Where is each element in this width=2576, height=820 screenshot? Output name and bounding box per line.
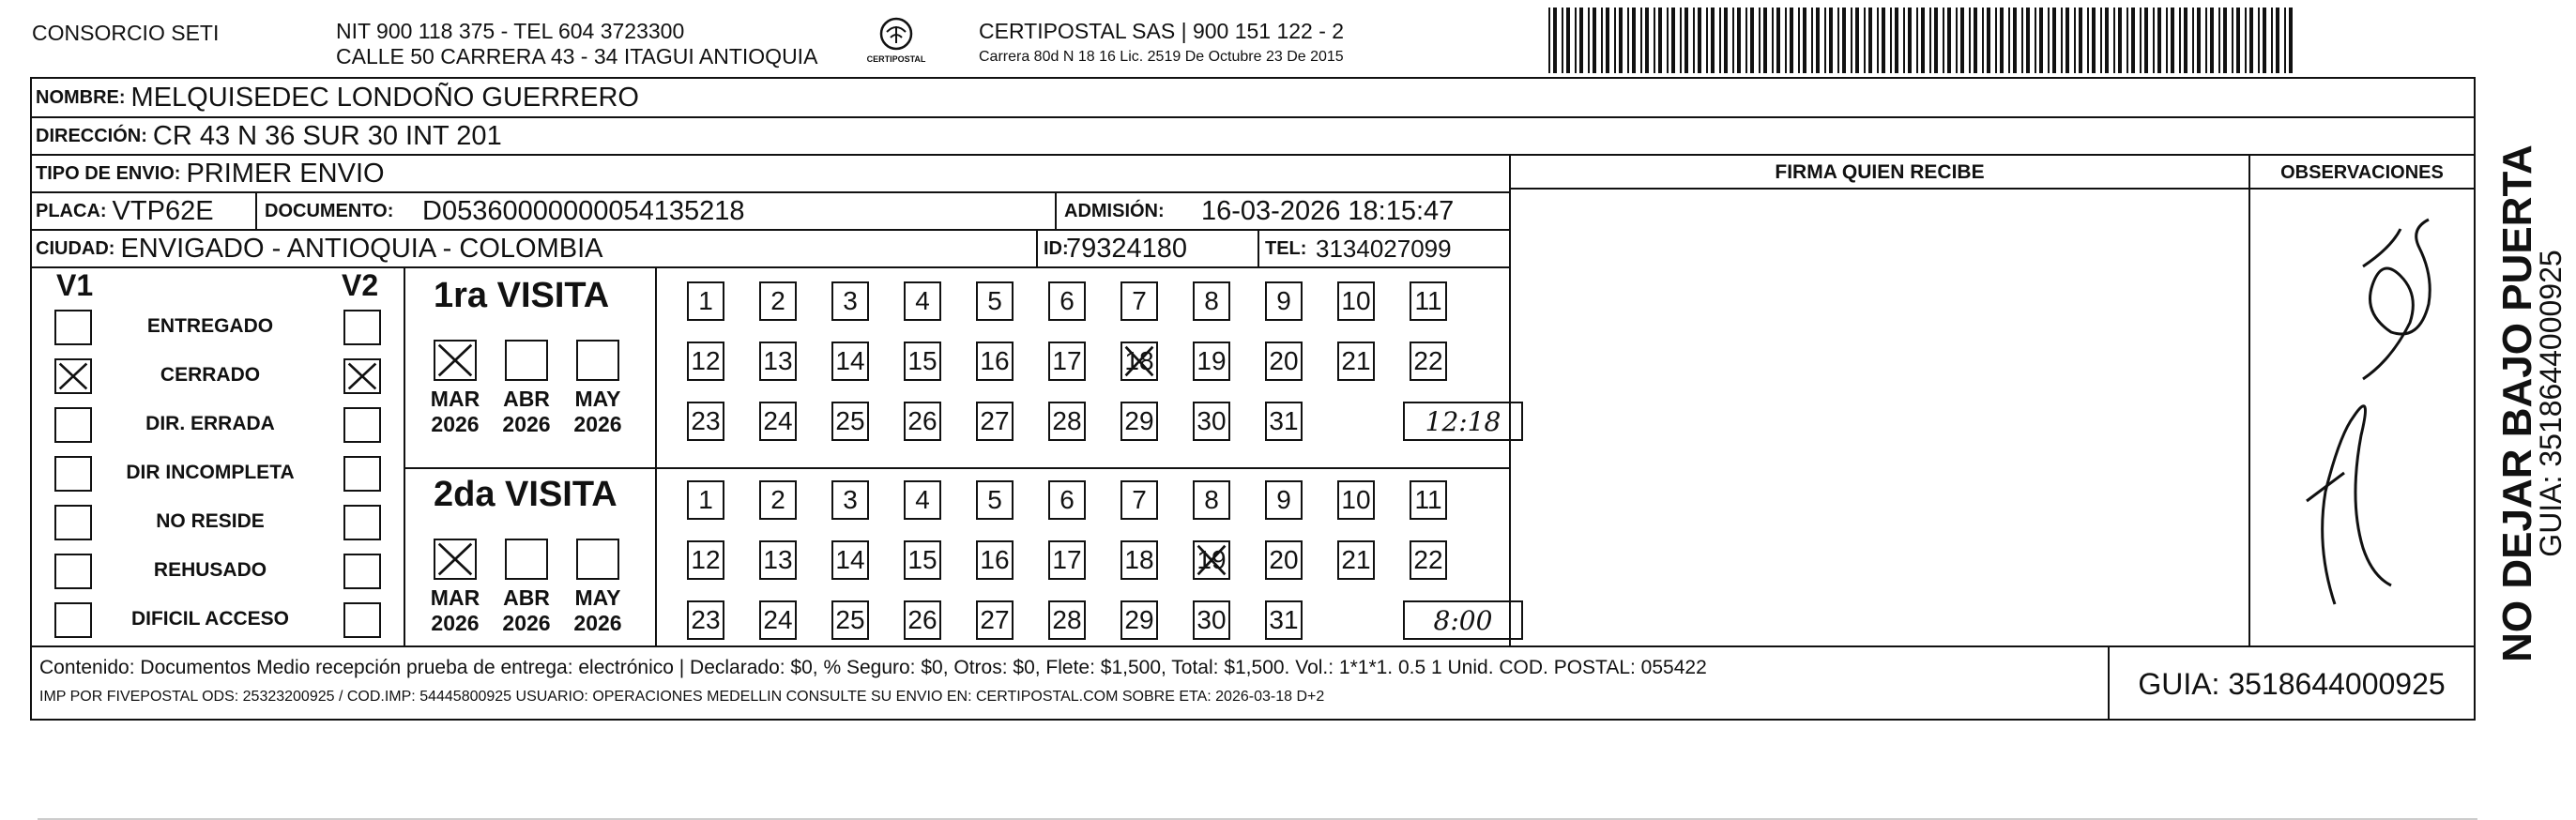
barcode-bar [1969, 8, 1971, 73]
barcode-bar [2263, 8, 2266, 73]
barcode-bar [2157, 8, 2161, 73]
day-checkbox[interactable]: 10 [1337, 281, 1375, 321]
barcode-bar [2000, 8, 2004, 73]
day-checkbox[interactable]: 31 [1265, 402, 1303, 441]
day-checkbox[interactable]: 23 [687, 402, 724, 441]
visit-vertical-divider [655, 268, 657, 647]
barcode-bar [1601, 8, 1603, 73]
month-label [565, 387, 631, 437]
day-checkbox[interactable]: 18 [1120, 342, 1158, 381]
guia-box [2108, 647, 2474, 721]
tel-value: 3134027099 [1316, 234, 1452, 263]
barcode-bar [1960, 8, 1964, 73]
barcode-bar [2223, 8, 2227, 73]
barcode-bar [2245, 8, 2247, 73]
day-checkbox[interactable]: 28 [1048, 600, 1086, 640]
barcode-bar [1995, 8, 1997, 73]
tipo-value: PRIMER ENVIO [186, 158, 385, 189]
month-year: 2026 [502, 611, 551, 635]
logo-text: CERTIPOSTAL [866, 54, 926, 64]
barcode-bar [1908, 8, 1912, 73]
barcode-bar [2131, 8, 2135, 73]
observaciones-header: OBSERVACIONES [2250, 156, 2474, 190]
barcode-bar [1916, 8, 1918, 73]
barcode-bar [2079, 8, 2082, 73]
day-checkbox[interactable]: 17 [1048, 342, 1086, 381]
visit-title: 2da VISITA [434, 475, 617, 514]
day-checkbox[interactable]: 15 [904, 342, 941, 381]
divider [255, 193, 257, 229]
barcode-bar [1706, 8, 1708, 73]
barcode-bar [2179, 8, 2181, 73]
footer [32, 645, 2474, 719]
v2-checkbox[interactable] [343, 310, 381, 345]
day-checkbox[interactable]: 24 [759, 402, 797, 441]
barcode-bar [1824, 8, 1826, 73]
month-checkbox[interactable] [576, 340, 619, 381]
barcode-bar [1982, 8, 1984, 73]
barcode-bar [1842, 8, 1846, 73]
barcode-bar [2061, 8, 2063, 73]
barcode-bar [1588, 8, 1590, 73]
v2-label: V2 [342, 268, 379, 302]
time-field[interactable]: 12:18 [1403, 402, 1523, 441]
day-checkbox[interactable]: 28 [1048, 402, 1086, 441]
barcode-bar [1732, 8, 1734, 73]
barcode-bar [1776, 8, 1780, 73]
barcode-bar [2021, 8, 2023, 73]
barcode-bar [1658, 8, 1662, 73]
firma-header: FIRMA QUIEN RECIBE [1511, 156, 2248, 190]
barcode-bar [1606, 8, 1609, 73]
day-checkbox[interactable]: 25 [831, 402, 869, 441]
month-label [494, 387, 559, 437]
barcode-bar [1698, 8, 1701, 73]
barcode-bar [2289, 8, 2293, 73]
form-frame [30, 77, 2476, 721]
tipo-label: TIPO DE ENVIO: [36, 162, 181, 184]
divider [1258, 231, 1259, 266]
barcode-bar [2166, 8, 2168, 73]
nombre-label: NOMBRE: [36, 86, 126, 108]
day-checkbox[interactable]: 31 [1265, 600, 1303, 640]
barcode-bar [2035, 8, 2036, 73]
nit-line: NIT 900 118 375 - TEL 604 3723300 [336, 19, 685, 43]
barcode-bar [1868, 8, 1872, 73]
barcode-bar [1956, 8, 1958, 73]
month-checkbox[interactable] [434, 340, 477, 381]
v1-checkbox[interactable] [54, 407, 92, 443]
firma-area [1509, 154, 2248, 645]
divider [1055, 193, 1057, 229]
day-checkbox[interactable]: 21 [1337, 342, 1375, 381]
day-checkbox[interactable]: 5 [976, 480, 1014, 520]
month-name: MAR [430, 387, 480, 411]
documento-value: D05360000000054135218 [422, 195, 745, 226]
barcode-bar [1987, 8, 1990, 73]
barcode-bar [1614, 8, 1616, 73]
side-guia: GUIA: 3518644000925 [2534, 250, 2568, 557]
barcode-bar [1562, 8, 1563, 73]
status-label: NO RESIDE [156, 510, 265, 532]
barcode-bar [1693, 8, 1695, 73]
barcode-bar [1855, 8, 1859, 73]
barcode-bar [2184, 8, 2187, 73]
barcode-bar [1566, 8, 1570, 73]
barcode-bar [1619, 8, 1623, 73]
barcode-bar [1790, 8, 1793, 73]
v2-checkbox[interactable] [343, 456, 381, 492]
barcode-bar [1882, 8, 1885, 73]
barcode-bar [1763, 8, 1767, 73]
status-label: ENTREGADO [146, 315, 274, 337]
day-checkbox[interactable]: 30 [1193, 402, 1230, 441]
month-name: MAY [574, 387, 621, 411]
side-warning: NO DEJAR BAJO PUERTA [2494, 144, 2540, 662]
barcode-bar [2276, 8, 2279, 73]
barcode-bar [1593, 8, 1596, 73]
v2-checkbox[interactable] [343, 358, 381, 394]
guia-box-text: GUIA: 3518644000925 [2138, 666, 2446, 701]
barcode-bar [1895, 8, 1898, 73]
tipo-row [32, 154, 1509, 191]
day-checkbox[interactable]: 30 [1193, 600, 1230, 640]
ciudad-label: CIUDAD: [36, 237, 115, 259]
signature-icon [2250, 191, 2474, 647]
day-checkbox[interactable]: 4 [904, 480, 941, 520]
barcode-bar [1837, 8, 1839, 73]
barcode-bar [2249, 8, 2253, 73]
day-checkbox[interactable]: 27 [976, 402, 1014, 441]
day-checkbox[interactable]: 1 [687, 281, 724, 321]
barcode-bar [2008, 8, 2010, 73]
month-label [494, 585, 559, 636]
month-name: ABR [503, 387, 550, 411]
day-checkbox[interactable]: 29 [1120, 402, 1158, 441]
id-label: ID: [1044, 237, 1069, 259]
day-checkbox[interactable]: 26 [904, 600, 941, 640]
barcode-bar [1671, 8, 1675, 73]
check-mark-icon [435, 540, 475, 578]
day-checkbox[interactable]: 29 [1120, 600, 1158, 640]
day-checkbox[interactable]: 1 [687, 480, 724, 520]
check-mark-icon [1195, 542, 1228, 578]
admision-label: ADMISIÓN: [1064, 200, 1165, 221]
visit-title: 1ra VISITA [434, 276, 610, 315]
day-checkbox[interactable]: 8 [1193, 281, 1230, 321]
check-mark-icon [56, 360, 90, 392]
barcode-bar [1575, 8, 1577, 73]
day-checkbox[interactable]: 20 [1265, 540, 1303, 580]
certipostal-line: CERTIPOSTAL SAS | 900 151 122 - 2 [979, 19, 1345, 43]
check-mark-icon [435, 342, 475, 379]
day-checkbox[interactable]: 7 [1120, 480, 1158, 520]
barcode-bar [1759, 8, 1761, 73]
day-checkbox[interactable]: 10 [1337, 480, 1375, 520]
day-checkbox[interactable]: 12 [687, 540, 724, 580]
status-label: REHUSADO [153, 559, 267, 581]
check-mark-icon [1122, 343, 1156, 379]
barcode-bar [1974, 8, 1977, 73]
month-year: 2026 [573, 412, 622, 436]
nombre-value: MELQUISEDEC LONDOÑO GUERRERO [130, 82, 639, 113]
day-checkbox[interactable]: 12 [687, 342, 724, 381]
day-checkbox[interactable]: 3 [831, 480, 869, 520]
day-checkbox[interactable]: 19 [1193, 540, 1230, 580]
certipostal-logo [859, 13, 934, 69]
barcode-bar [2074, 8, 2076, 73]
time-field[interactable]: 8:00 [1403, 600, 1523, 640]
day-checkbox[interactable]: 19 [1193, 342, 1230, 381]
day-checkbox[interactable]: 11 [1410, 480, 1447, 520]
v1-checkbox[interactable] [54, 602, 92, 638]
barcode-bar [1645, 8, 1649, 73]
nombre-row [32, 79, 2474, 116]
month-checkbox[interactable] [505, 539, 548, 580]
v1-checkbox[interactable] [54, 554, 92, 589]
v1-label: V1 [56, 268, 94, 302]
barcode-bar [1934, 8, 1938, 73]
visit-area [405, 266, 1509, 645]
day-checkbox[interactable]: 24 [759, 600, 797, 640]
v2-checkbox[interactable] [343, 602, 381, 638]
tel-label: TEL: [1265, 237, 1307, 259]
day-checkbox[interactable]: 14 [831, 342, 869, 381]
v1-checkbox[interactable] [54, 456, 92, 492]
divider [1036, 231, 1038, 266]
status-label: DIR. ERRADA [145, 413, 275, 434]
barcode-bar [1667, 8, 1669, 73]
day-checkbox[interactable]: 18 [1120, 540, 1158, 580]
v1-checkbox[interactable] [54, 505, 92, 540]
barcode-bar [1745, 8, 1747, 73]
barcode-bar [1943, 8, 1944, 73]
day-checkbox[interactable]: 11 [1410, 281, 1447, 321]
day-checkbox[interactable]: 6 [1048, 480, 1086, 520]
barcode-bar [1684, 8, 1688, 73]
check-mark-icon [345, 360, 379, 392]
day-checkbox[interactable]: 17 [1048, 540, 1086, 580]
barcode-bar [2052, 8, 2056, 73]
month-year: 2026 [573, 611, 622, 635]
placa-value: VTP62E [112, 195, 214, 226]
barcode-bar [1816, 8, 1820, 73]
company-name: CONSORCIO SETI [32, 21, 220, 45]
barcode [1548, 8, 2299, 73]
barcode-bar [1750, 8, 1754, 73]
barcode-bar [1553, 8, 1557, 73]
v2-checkbox[interactable] [343, 505, 381, 540]
barcode-bar [2140, 8, 2142, 73]
month-year: 2026 [431, 412, 480, 436]
barcode-bar [1803, 8, 1806, 73]
day-checkbox[interactable]: 2 [759, 281, 797, 321]
barcode-bar [2039, 8, 2043, 73]
v2-checkbox[interactable] [343, 554, 381, 589]
barcode-bar [1890, 8, 1892, 73]
ciudad-row [32, 229, 1509, 266]
barcode-bar [1548, 8, 1550, 73]
barcode-bar [2197, 8, 2201, 73]
month-label [565, 585, 631, 636]
v1-checkbox[interactable] [54, 310, 92, 345]
documento-label: DOCUMENTO: [265, 200, 394, 221]
barcode-bar [2153, 8, 2155, 73]
barcode-bar [1632, 8, 1636, 73]
barcode-bar [2171, 8, 2174, 73]
day-checkbox[interactable]: 16 [976, 540, 1014, 580]
barcode-bar [2284, 8, 2286, 73]
imp-text: IMP POR FIVEPOSTAL ODS: 25323200925 / COD.IMP: 54445800925 USUARIO: OPERACIONES MEDELLIN CONSULTE SU ENVIO EN: CERTIPOSTAL.COM SOBRE ETA: 2026-03-18 D+2 [39, 689, 1325, 705]
day-checkbox[interactable]: 15 [904, 540, 941, 580]
barcode-bar [1785, 8, 1787, 73]
barcode-bar [1851, 8, 1852, 73]
barcode-bar [1719, 8, 1721, 73]
barcode-bar [1829, 8, 1833, 73]
barcode-bar [1640, 8, 1642, 73]
day-checkbox[interactable]: 13 [759, 540, 797, 580]
barcode-bar [1877, 8, 1879, 73]
header [0, 0, 2576, 75]
visit-divider [405, 467, 1509, 469]
day-checkbox[interactable]: 7 [1120, 281, 1158, 321]
barcode-bar [1921, 8, 1925, 73]
month-name: MAR [430, 585, 480, 610]
month-label [422, 585, 488, 636]
barcode-bar [2236, 8, 2240, 73]
barcode-bar [1798, 8, 1800, 73]
day-checkbox[interactable]: 13 [759, 342, 797, 381]
month-year: 2026 [431, 611, 480, 635]
barcode-bar [2113, 8, 2115, 73]
day-checkbox[interactable]: 5 [976, 281, 1014, 321]
id-value: 79324180 [1066, 233, 1188, 264]
barcode-bar [2218, 8, 2220, 73]
day-checkbox[interactable]: 9 [1265, 281, 1303, 321]
day-checkbox[interactable]: 22 [1410, 540, 1447, 580]
barcode-bar [2232, 8, 2233, 73]
barcode-bar [1929, 8, 1931, 73]
observaciones-area [2248, 154, 2474, 645]
barcode-bar [2258, 8, 2260, 73]
barcode-bar [2192, 8, 2194, 73]
barcode-bar [2105, 8, 2109, 73]
barcode-icon [1548, 8, 2299, 73]
barcode-bar [1680, 8, 1682, 73]
barcode-bar [1903, 8, 1905, 73]
day-checkbox[interactable]: 26 [904, 402, 941, 441]
direccion-label: DIRECCIÓN: [36, 125, 147, 146]
barcode-bar [2271, 8, 2273, 73]
direccion-row [32, 116, 2474, 154]
day-checkbox[interactable]: 2 [759, 480, 797, 520]
barcode-bar [1811, 8, 1813, 73]
barcode-bar [2092, 8, 2096, 73]
day-checkbox[interactable]: 16 [976, 342, 1014, 381]
barcode-bar [2065, 8, 2069, 73]
barcode-bar [2210, 8, 2214, 73]
placa-label: PLACA: [36, 200, 107, 221]
address-line: CALLE 50 CARRERA 43 - 34 ITAGUI ANTIOQUIA [336, 44, 818, 68]
v2-checkbox[interactable] [343, 407, 381, 443]
barcode-bar [2144, 8, 2148, 73]
barcode-bar [2118, 8, 2122, 73]
barcode-bar [2126, 8, 2128, 73]
barcode-bar [2100, 8, 2102, 73]
day-checkbox[interactable]: 4 [904, 281, 941, 321]
month-name: MAY [574, 585, 621, 610]
direccion-value: CR 43 N 36 SUR 30 INT 201 [152, 120, 502, 151]
day-checkbox[interactable]: 6 [1048, 281, 1086, 321]
barcode-bar [1724, 8, 1728, 73]
barcode-bar [1772, 8, 1774, 73]
month-year: 2026 [502, 412, 551, 436]
month-checkbox[interactable] [505, 340, 548, 381]
status-area [32, 266, 405, 645]
day-checkbox[interactable]: 20 [1265, 342, 1303, 381]
day-checkbox[interactable]: 14 [831, 540, 869, 580]
day-checkbox[interactable]: 21 [1337, 540, 1375, 580]
barcode-bar [1654, 8, 1655, 73]
barcode-bar [1737, 8, 1741, 73]
day-checkbox[interactable]: 8 [1193, 480, 1230, 520]
v1-checkbox[interactable] [54, 358, 92, 394]
day-checkbox[interactable]: 22 [1410, 342, 1447, 381]
admision-value: 16-03-2026 18:15:47 [1201, 195, 1455, 226]
barcode-bar [1864, 8, 1866, 73]
barcode-bar [2087, 8, 2089, 73]
barcode-bar [2026, 8, 2030, 73]
barcode-bar [1947, 8, 1951, 73]
barcode-bar [2013, 8, 2017, 73]
month-label [422, 387, 488, 437]
day-checkbox[interactable]: 27 [976, 600, 1014, 640]
month-name: ABR [503, 585, 550, 610]
barcode-bar [2205, 8, 2207, 73]
ciudad-value: ENVIGADO - ANTIOQUIA - COLOMBIA [120, 233, 603, 264]
contenido-text: Contenido: Documentos Medio recepción prueba de entrega: electrónico | Declarado: $0, % Seguro: $0, Otros: $0, Flete: $1,500, Total: $1,500. Vol.: 1*1*1. 0.5 1 Unid. COD. POSTAL: 055422 [39, 657, 1707, 678]
day-checkbox[interactable]: 3 [831, 281, 869, 321]
barcode-bar [1579, 8, 1583, 73]
month-checkbox[interactable] [434, 539, 477, 580]
month-checkbox[interactable] [576, 539, 619, 580]
license-line: Carrera 80d N 18 16 Lic. 2519 De Octubre 23 De 2015 [979, 49, 1344, 65]
status-label: DIFICIL ACCESO [130, 608, 289, 630]
status-label: CERRADO [160, 364, 261, 386]
day-checkbox[interactable]: 25 [831, 600, 869, 640]
barcode-bar [1627, 8, 1629, 73]
placa-row [32, 191, 1509, 229]
barcode-bar [2048, 8, 2050, 73]
status-label: DIR INCOMPLETA [126, 462, 295, 483]
day-checkbox[interactable]: 9 [1265, 480, 1303, 520]
day-checkbox[interactable]: 23 [687, 600, 724, 640]
barcode-bar [1711, 8, 1715, 73]
